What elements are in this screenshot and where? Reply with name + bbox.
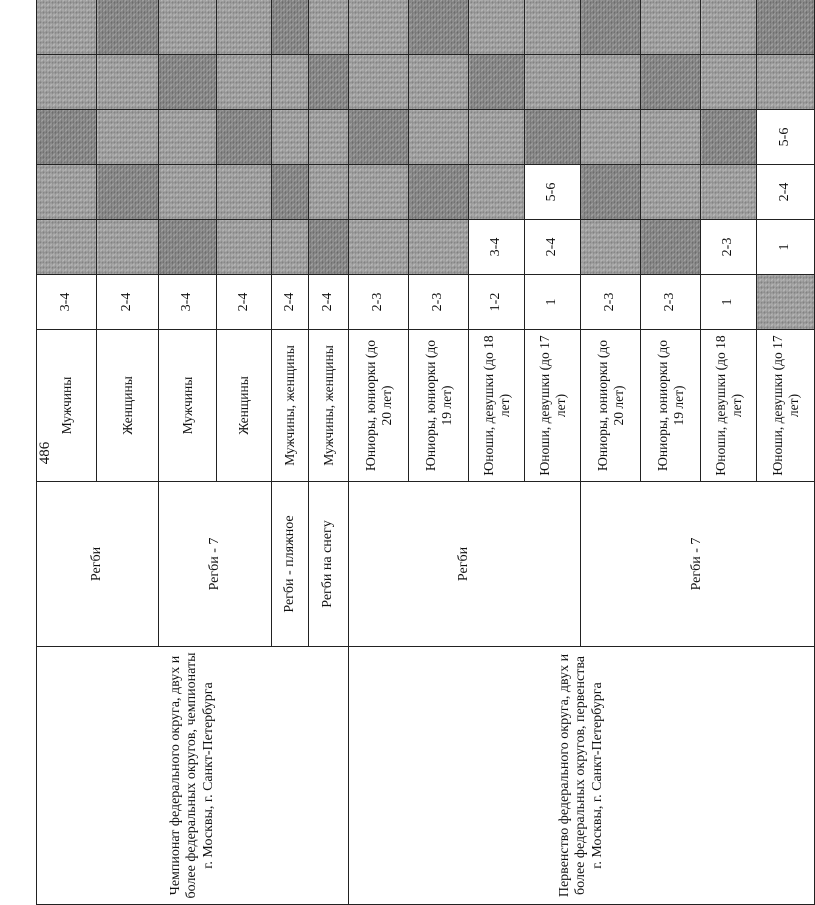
value-cell: 2-3 — [581, 275, 641, 330]
value-cell: 2-3 — [349, 275, 409, 330]
value-cell — [37, 110, 97, 165]
value-cell — [309, 0, 349, 55]
value-cell — [349, 165, 409, 220]
value-cell — [349, 110, 409, 165]
value-cell — [272, 0, 309, 55]
value-cell — [641, 220, 701, 275]
group-cell: Мужчины — [159, 330, 217, 482]
page-number: 486 — [36, 441, 53, 465]
value-cell — [757, 275, 815, 330]
value-cell: 5-6 — [757, 110, 815, 165]
value-cell: 2-4 — [272, 275, 309, 330]
value-cell: 1 — [757, 220, 815, 275]
value-cell: 3-4 — [159, 275, 217, 330]
value-cell — [469, 165, 525, 220]
value-cell — [217, 165, 272, 220]
value-cell — [701, 165, 757, 220]
value-cell — [37, 0, 97, 55]
value-cell — [641, 0, 701, 55]
group-cell: Юниоры, юниорки (до 20 лет) — [349, 330, 409, 482]
value-cell — [581, 220, 641, 275]
value-cell: 3-4 — [469, 220, 525, 275]
sport-cell: Регби - 7 — [581, 482, 815, 647]
value-cell — [349, 0, 409, 55]
group-cell: Юниоры, юниорки (до 19 лет) — [409, 330, 469, 482]
value-cell — [701, 110, 757, 165]
value-cell: 2-3 — [409, 275, 469, 330]
value-cell — [581, 0, 641, 55]
value-cell — [641, 110, 701, 165]
value-cell: 1 — [525, 275, 581, 330]
value-cell — [409, 220, 469, 275]
value-cell — [272, 220, 309, 275]
value-cell — [409, 55, 469, 110]
value-cell — [581, 165, 641, 220]
value-cell: 1-2 — [469, 275, 525, 330]
sport-cell: Регби - 7 — [159, 482, 272, 647]
group-cell: Мужчины, женщины — [272, 330, 309, 482]
value-cell — [641, 165, 701, 220]
value-cell — [469, 110, 525, 165]
value-cell: 2-4 — [525, 220, 581, 275]
value-cell — [272, 165, 309, 220]
value-cell — [701, 55, 757, 110]
value-cell — [272, 55, 309, 110]
value-cell — [469, 55, 525, 110]
group-cell: Юноши, девушки (до 18 лет) — [469, 330, 525, 482]
sport-cell: Регби - пляжное — [272, 482, 309, 647]
value-cell — [349, 55, 409, 110]
value-cell: 2-4 — [309, 275, 349, 330]
group-cell: Женщины — [217, 330, 272, 482]
value-cell: 2-4 — [217, 275, 272, 330]
value-cell — [409, 110, 469, 165]
value-cell — [581, 110, 641, 165]
value-cell — [97, 0, 159, 55]
table-row — [349, 0, 409, 905]
table-row — [37, 0, 97, 905]
value-cell: 2-3 — [641, 275, 701, 330]
value-cell — [97, 165, 159, 220]
value-cell — [757, 0, 815, 55]
sport-cell: Регби — [349, 482, 581, 647]
value-cell — [159, 165, 217, 220]
group-cell: Мужчины, женщины — [309, 330, 349, 482]
value-cell — [701, 0, 757, 55]
rating-table — [36, 0, 815, 905]
group-cell: Юниоры, юниорки (до 20 лет) — [581, 330, 641, 482]
value-cell — [159, 220, 217, 275]
value-cell: 2-4 — [757, 165, 815, 220]
value-cell — [525, 110, 581, 165]
value-cell — [37, 55, 97, 110]
group-cell: Мужчины — [37, 330, 97, 482]
value-cell — [525, 55, 581, 110]
competition-cell: Чемпионат федерального округа, двух и более федеральных округов, чемпионаты г. Москвы, г. Санкт-Петербурга — [37, 647, 349, 905]
value-cell — [37, 220, 97, 275]
value-cell — [217, 220, 272, 275]
value-cell — [159, 0, 217, 55]
value-cell — [525, 0, 581, 55]
value-cell — [409, 165, 469, 220]
value-cell — [309, 55, 349, 110]
value-cell — [97, 110, 159, 165]
competition-cell: Первенство федерального округа, двух и более федеральных округов, первенства г. Москвы, г. Санкт-Петербурга — [349, 647, 815, 905]
table-body — [37, 0, 815, 905]
group-cell: Юноши, девушки (до 17 лет) — [757, 330, 815, 482]
value-cell — [97, 55, 159, 110]
value-cell — [581, 55, 641, 110]
value-cell: 2-4 — [97, 275, 159, 330]
sport-cell: Регби на снегу — [309, 482, 349, 647]
group-cell: Юноши, девушки (до 18 лет) — [701, 330, 757, 482]
value-cell — [217, 55, 272, 110]
value-cell: 5-6 — [525, 165, 581, 220]
value-cell — [309, 220, 349, 275]
group-cell: Юноши, девушки (до 17 лет) — [525, 330, 581, 482]
value-cell — [641, 55, 701, 110]
value-cell — [217, 0, 272, 55]
value-cell — [272, 110, 309, 165]
value-cell — [349, 220, 409, 275]
sport-cell: Регби — [37, 482, 159, 647]
group-cell: Женщины — [97, 330, 159, 482]
value-cell — [97, 220, 159, 275]
value-cell — [159, 55, 217, 110]
value-cell: 3-4 — [37, 275, 97, 330]
value-cell — [37, 165, 97, 220]
value-cell — [159, 110, 217, 165]
value-cell — [217, 110, 272, 165]
value-cell: 2-3 — [701, 220, 757, 275]
value-cell — [469, 0, 525, 55]
value-cell — [757, 55, 815, 110]
value-cell — [309, 165, 349, 220]
value-cell: 1 — [701, 275, 757, 330]
group-cell: Юниоры, юниорки (до 19 лет) — [641, 330, 701, 482]
value-cell — [309, 110, 349, 165]
value-cell — [409, 0, 469, 55]
